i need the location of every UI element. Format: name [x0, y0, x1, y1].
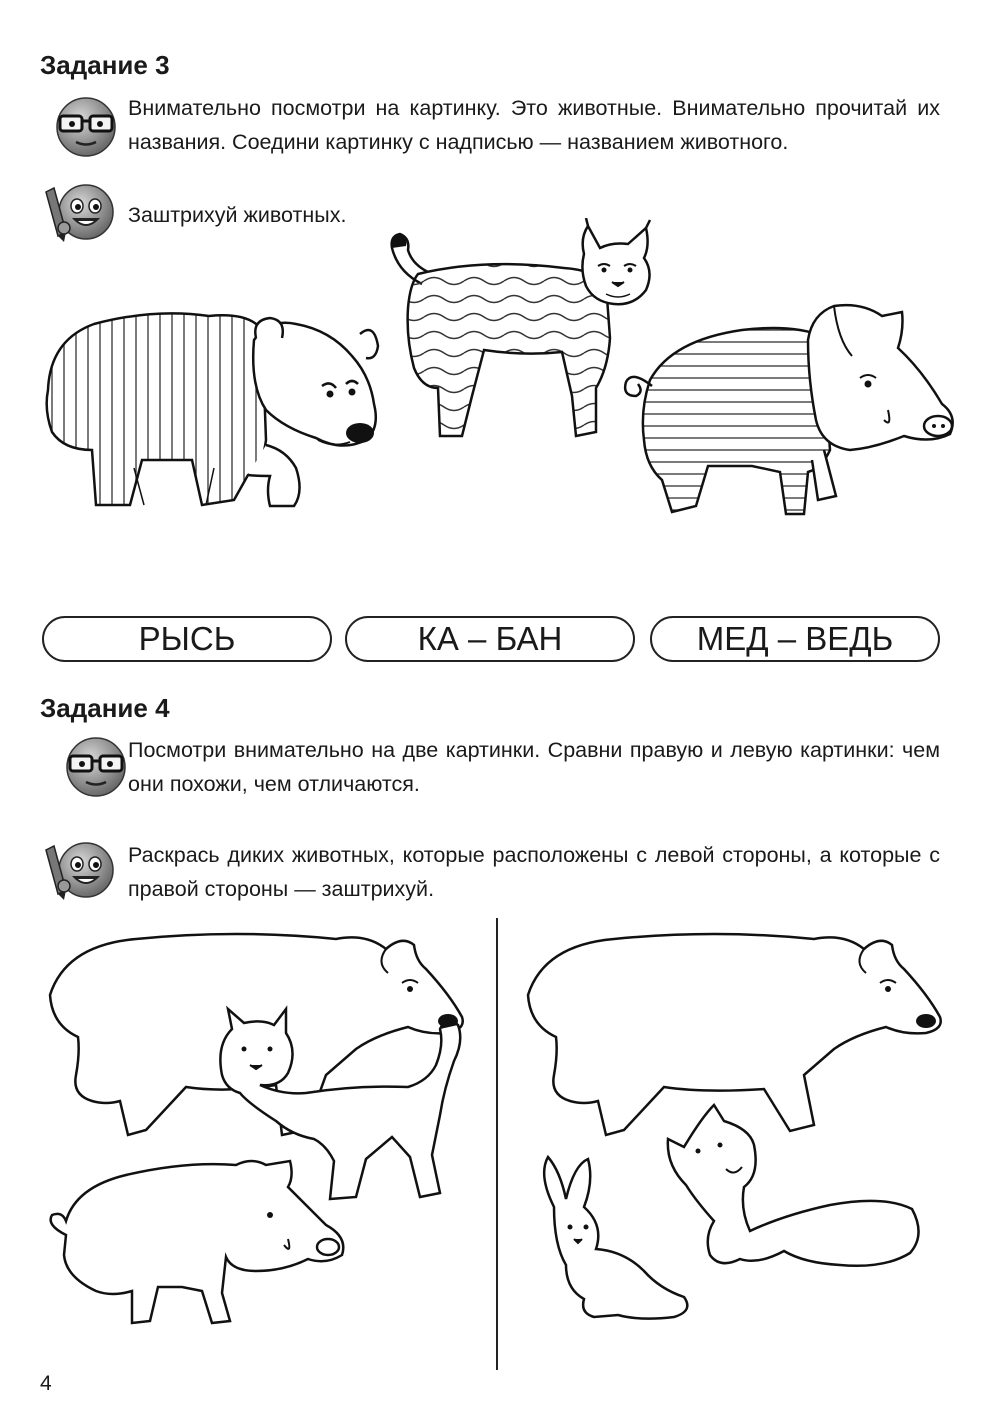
- task3-instruction-hatch: Заштрихуй животных.: [128, 203, 347, 227]
- left-animals-illustration: [36, 925, 476, 1365]
- pencil-face-icon: [40, 840, 120, 902]
- picture-divider: [496, 918, 498, 1370]
- word-card-boar[interactable]: КА – БАН: [345, 616, 635, 662]
- word-card-lynx[interactable]: РЫСЬ: [42, 616, 332, 662]
- task4-title: Задание 4: [40, 693, 170, 723]
- glasses-face-icon: [56, 736, 136, 798]
- task3-title: Задание 3: [40, 50, 170, 80]
- task4-instruction-look: Посмотри внимательно на две картинки. Сравни правую и левую картинки: чем они похожи, чем отличаются.: [128, 738, 940, 796]
- right-animals-illustration: [514, 925, 954, 1365]
- page-number: 4: [40, 1372, 52, 1395]
- boar-hatched-illustration: [612, 300, 962, 525]
- bear-hatched-illustration: [34, 300, 394, 525]
- task3-instruction-look: Внимательно посмотри на картинку. Это животные. Внимательно прочитай их названия. Соедини картинку с надписью — названием животного.: [128, 96, 940, 154]
- word-card-bear[interactable]: МЕД – ВЕДЬ: [650, 616, 940, 662]
- task4-instruction-color: Раскрась диких животных, которые расположены с левой стороны, а которые с правой стороны — заштрихуй.: [128, 843, 940, 901]
- glasses-face-icon: [46, 96, 126, 158]
- pencil-face-icon: [40, 182, 120, 244]
